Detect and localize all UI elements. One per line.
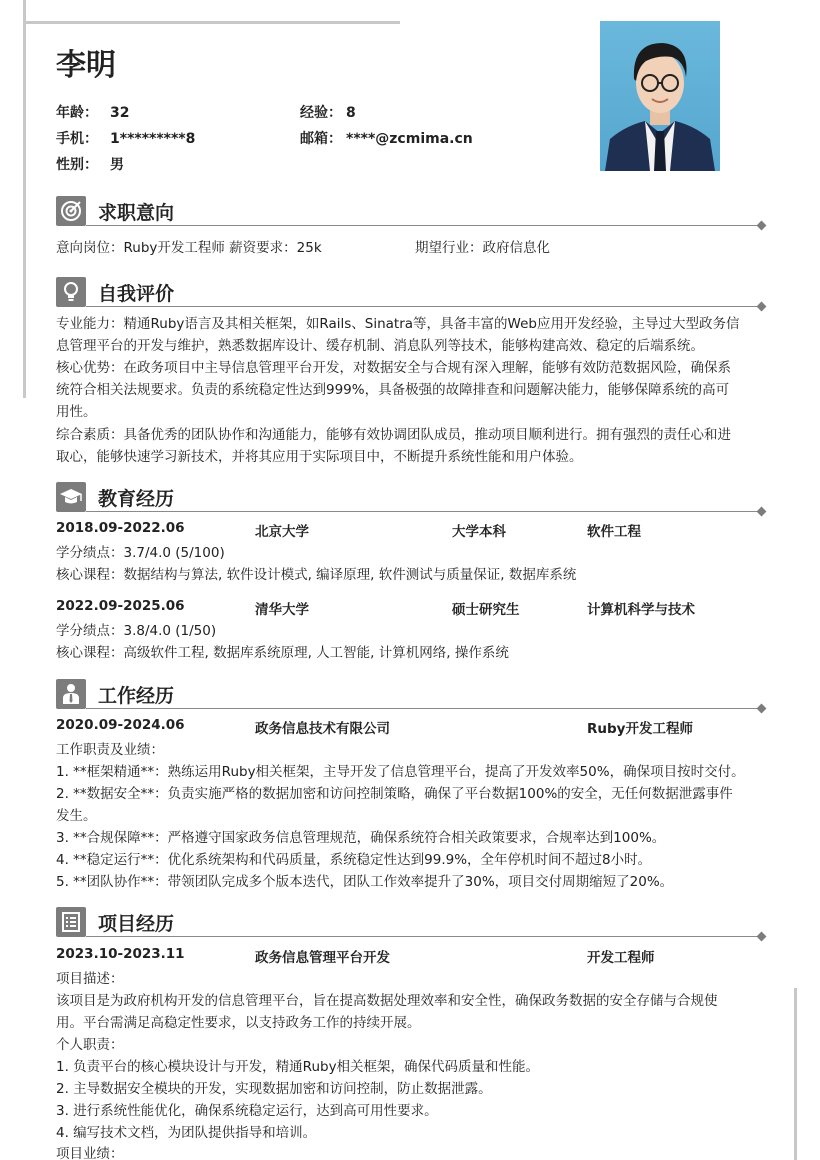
project-line: 1. 负责平台的核心模块设计与开发，精通Ruby相关框架，确保代码质量和性能。 — [56, 1059, 540, 1075]
edu-period: 2018.09-2022.06 — [56, 520, 185, 536]
work-line: 4. **稳定运行**：优化系统架构和代码质量，系统稳定性达到99.9%，全年停机时间不超过8小时。 — [56, 852, 652, 868]
section-divider — [86, 511, 761, 512]
self-eval-line: 用性。 — [56, 404, 97, 420]
project-line: 个人职责： — [56, 1037, 124, 1053]
self-eval-line: 核心优势：在政务项目中主导信息管理平台开发，对数据安全与合规有深入理解，能够有效防范数据风险，确保系 — [56, 360, 731, 376]
intent-industry: 期望行业：政府信息化 — [415, 240, 550, 256]
section-header-self — [56, 277, 765, 307]
edu-gpa: 学分绩点：3.7/4.0 (5/100) — [56, 545, 225, 561]
project-line: 3. 进行系统性能优化，确保系统稳定运行，达到高可用性要求。 — [56, 1103, 438, 1119]
work-line: 发生。 — [56, 808, 97, 824]
edu-major: 软件工程 — [587, 524, 641, 540]
edu-degree: 硕士研究生 — [452, 602, 520, 618]
section-title-self: 自我评价 — [98, 283, 175, 305]
experience-label: 经验： — [300, 105, 342, 121]
lightbulb-icon — [56, 277, 86, 307]
work-company: 政务信息技术有限公司 — [255, 721, 390, 737]
gender-label: 性别： — [56, 157, 98, 173]
work-line: 1. **框架精通**：熟练运用Ruby相关框架，主导开发了信息管理平台，提高了开发效率50%，确保项目按时交付。 — [56, 764, 745, 780]
self-eval-line: 息管理平台的开发与维护，熟悉数据库设计、缓存机制、消息队列等技术，能够构建高效、稳定的后端系统。 — [56, 338, 704, 354]
edu-school: 清华大学 — [255, 602, 309, 618]
target-icon — [56, 196, 86, 226]
section-divider — [86, 306, 761, 307]
self-eval-line: 统符合相关法规要求。负责的系统稳定性达到999%，具备极强的故障排查和问题解决能力，能够保障系统的高可 — [56, 382, 730, 398]
project-line: 项目业绩： — [56, 1146, 124, 1160]
decorative-vertical-line — [23, 0, 26, 398]
self-eval-line: 专业能力：精通Ruby语言及其相关框架，如Rails、Sinatra等，具备丰富的Web应用开发经验，主导过大型政务信 — [56, 316, 740, 332]
experience-field — [300, 102, 356, 122]
email-field — [300, 128, 473, 148]
phone-label: 手机： — [56, 131, 98, 147]
phone-value: 1*********8 — [110, 131, 196, 147]
section-header-project — [56, 907, 765, 937]
project-line: 项目描述： — [56, 971, 124, 987]
intent-position: 意向岗位：Ruby开发工程师 薪资要求：25k — [56, 240, 322, 256]
work-line: 3. **合规保障**：严格遵守国家政务信息管理规范，确保系统符合相关政策要求，合规率达到100%。 — [56, 830, 666, 846]
section-diamond — [757, 302, 767, 312]
section-diamond — [757, 704, 767, 714]
project-period: 2023.10-2023.11 — [56, 946, 185, 962]
edu-degree: 大学本科 — [452, 524, 506, 540]
section-title-project: 项目经历 — [98, 913, 175, 935]
decorative-vertical-line-right — [794, 988, 797, 1160]
email-label: 邮箱： — [300, 131, 342, 147]
age-label: 年龄： — [56, 105, 98, 121]
phone-field — [56, 128, 195, 148]
section-header-intent — [56, 196, 765, 226]
edu-period: 2022.09-2025.06 — [56, 598, 185, 614]
edu-school: 北京大学 — [255, 524, 309, 540]
project-line: 2. 主导数据安全模块的开发，实现数据加密和访问控制，防止数据泄露。 — [56, 1081, 492, 1097]
list-icon — [56, 907, 86, 937]
profile-photo — [600, 21, 720, 171]
work-line: 2. **数据安全**：负责实施严格的数据加密和访问控制策略，确保了平台数据100%的安全，无任何数据泄露事件 — [56, 786, 733, 802]
section-diamond — [757, 221, 767, 231]
work-line: 5. **团队协作**：带领团队完成多个版本迭代，团队工作效率提升了30%，项目交付周期缩短了20%。 — [56, 874, 674, 890]
decorative-horizontal-line — [23, 21, 400, 24]
work-line: 工作职责及业绩： — [56, 742, 164, 758]
work-role: Ruby开发工程师 — [587, 721, 693, 737]
project-role: 开发工程师 — [587, 950, 655, 966]
section-divider — [86, 708, 761, 709]
section-title-intent: 求职意向 — [98, 202, 175, 224]
section-title-education: 教育经历 — [98, 488, 175, 510]
gender-value: 男 — [110, 157, 124, 173]
email-value: ****@zcmima.cn — [346, 131, 473, 147]
age-value: 32 — [110, 105, 130, 121]
section-header-education — [56, 482, 765, 512]
section-diamond — [757, 932, 767, 942]
edu-courses: 核心课程：高级软件工程, 数据库系统原理, 人工智能, 计算机网络, 操作系统 — [56, 645, 509, 661]
candidate-name: 李明 — [56, 48, 116, 83]
portrait-illustration — [600, 21, 720, 171]
project-line: 4. 编写技术文档，为团队提供指导和培训。 — [56, 1125, 317, 1141]
section-title-work: 工作经历 — [98, 685, 175, 707]
section-diamond — [757, 507, 767, 517]
experience-value: 8 — [346, 105, 356, 121]
edu-gpa: 学分绩点：3.8/4.0 (1/50) — [56, 623, 217, 639]
project-line: 用。平台需满足高稳定性要求，以支持政务工作的持续开展。 — [56, 1015, 421, 1031]
edu-courses: 核心课程：数据结构与算法, 软件设计模式, 编译原理, 软件测试与质量保证, 数据库系统 — [56, 567, 577, 583]
graduation-cap-icon — [56, 482, 86, 512]
section-header-work — [56, 679, 765, 709]
edu-major: 计算机科学与技术 — [587, 602, 695, 618]
gender-field — [56, 154, 124, 174]
self-eval-line: 综合素质：具备优秀的团队协作和沟通能力，能够有效协调团队成员，推动项目顺利进行。拥有强烈的责任心和进 — [56, 427, 731, 443]
person-icon — [56, 679, 86, 709]
section-divider — [86, 936, 761, 937]
self-eval-line: 取心，能够快速学习新技术，并将其应用于实际项目中，不断提升系统性能和用户体验。 — [56, 449, 583, 465]
project-line: 该项目是为政府机构开发的信息管理平台，旨在提高数据处理效率和安全性，确保政务数据的安全存储与合规使 — [56, 993, 718, 1009]
project-name: 政务信息管理平台开发 — [255, 950, 390, 966]
age-field — [56, 102, 129, 122]
work-period: 2020.09-2024.06 — [56, 717, 185, 733]
section-divider — [86, 225, 761, 226]
